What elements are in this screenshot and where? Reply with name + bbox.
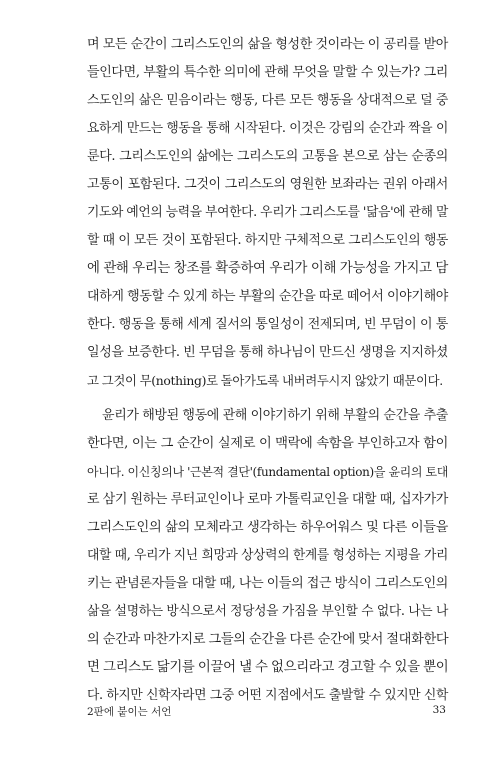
text-line: 삶을 설명하는 방식으로서 정당성을 가짐을 부인할 수 없다. 나는 나 bbox=[87, 604, 448, 619]
text-line: 스도인의 삶은 믿음이라는 행동, 다른 모든 행동을 상대적으로 덜 중 bbox=[87, 93, 448, 108]
text-line: 대하게 행동할 수 있게 하는 부활의 순간을 따로 떼어서 이야기해야 bbox=[87, 289, 448, 304]
page-footer bbox=[87, 704, 448, 720]
text-line: 에 관해 우리는 창조를 확증하여 우리가 이해 가능성을 가지고 담 bbox=[87, 261, 448, 276]
running-footer-title: 2판에 붙이는 서언 bbox=[87, 706, 172, 718]
text-line: 그리스도인의 삶의 모체라고 생각하는 하우어워스 및 다른 이들을 bbox=[87, 520, 448, 535]
text-line: 키는 관념론자들을 대할 때, 나는 이들의 접근 방식이 그리스도인의 bbox=[87, 576, 448, 591]
text-line: 기도와 예언의 능력을 부여한다. 우리가 그리스도를 '닮음'에 관해 말 bbox=[87, 205, 448, 220]
text-line: 로 삼기 원하는 루터교인이나 로마 가톨릭교인을 대할 때, 십자가가 bbox=[87, 492, 448, 507]
text-line: 일성을 보증한다. 빈 무덤을 통해 하나님이 만드신 생명을 지지하셨 bbox=[87, 345, 448, 360]
text-line: 들인다면, 부활의 특수한 의미에 관해 무엇을 말할 수 있는가? 그리 bbox=[87, 65, 448, 80]
text-line: 룬다. 그리스도인의 삶에는 그리스도의 고통을 본으로 삼는 순종의 bbox=[87, 149, 448, 164]
text-line: 윤리가 해방된 행동에 관해 이야기하기 위해 부활의 순간을 추출 bbox=[102, 408, 448, 423]
text-line: 고통이 포함된다. 그것이 그리스도의 영원한 보좌라는 권위 아래서 bbox=[87, 177, 448, 192]
text-line: 한다면, 이는 그 순간이 실제로 이 맥락에 속함을 부인하고자 함이 bbox=[87, 436, 448, 451]
text-line: 요하게 만드는 행동을 통해 시작된다. 이것은 강림의 순간과 짝을 이 bbox=[87, 121, 448, 136]
text-line: 의 순간과 마찬가지로 그들의 순간을 다른 순간에 맞서 절대화한다 bbox=[87, 632, 449, 647]
text-line: 다. 하지만 신학자라면 그중 어떤 지점에서도 출발할 수 있지만 신학 bbox=[87, 688, 448, 703]
text-line: 아니다. 이신칭의나 '근본적 결단'(fundamental option)을 윤리의 토대 bbox=[87, 465, 448, 479]
text-line: 면 그리스도 닮기를 이끌어 낼 수 없으리라고 경고할 수 있을 뿐이 bbox=[87, 660, 449, 675]
text-line: 대할 때, 우리가 지닌 희망과 상상력의 한계를 형성하는 지평을 가리 bbox=[87, 548, 448, 563]
text-line: 며 모든 순간이 그리스도인의 삶을 형성한 것이라는 이 공리를 받아 bbox=[87, 37, 448, 52]
page-number: 33 bbox=[432, 704, 446, 716]
text-line: 고 그것이 무(nothing)로 돌아가도록 내버려두시지 않았기 때문이다. bbox=[87, 373, 443, 388]
text-line: 할 때 이 모든 것이 포함된다. 하지만 구체적으로 그리스도인의 행동 bbox=[87, 233, 448, 248]
paragraph-2 bbox=[87, 402, 448, 710]
body-text bbox=[87, 31, 448, 710]
paragraph-gap bbox=[87, 395, 448, 402]
text-line: 한다. 행동을 통해 세계 질서의 통일성이 전제되며, 빈 무덤이 이 통 bbox=[87, 317, 448, 332]
paragraph-1 bbox=[87, 31, 448, 395]
